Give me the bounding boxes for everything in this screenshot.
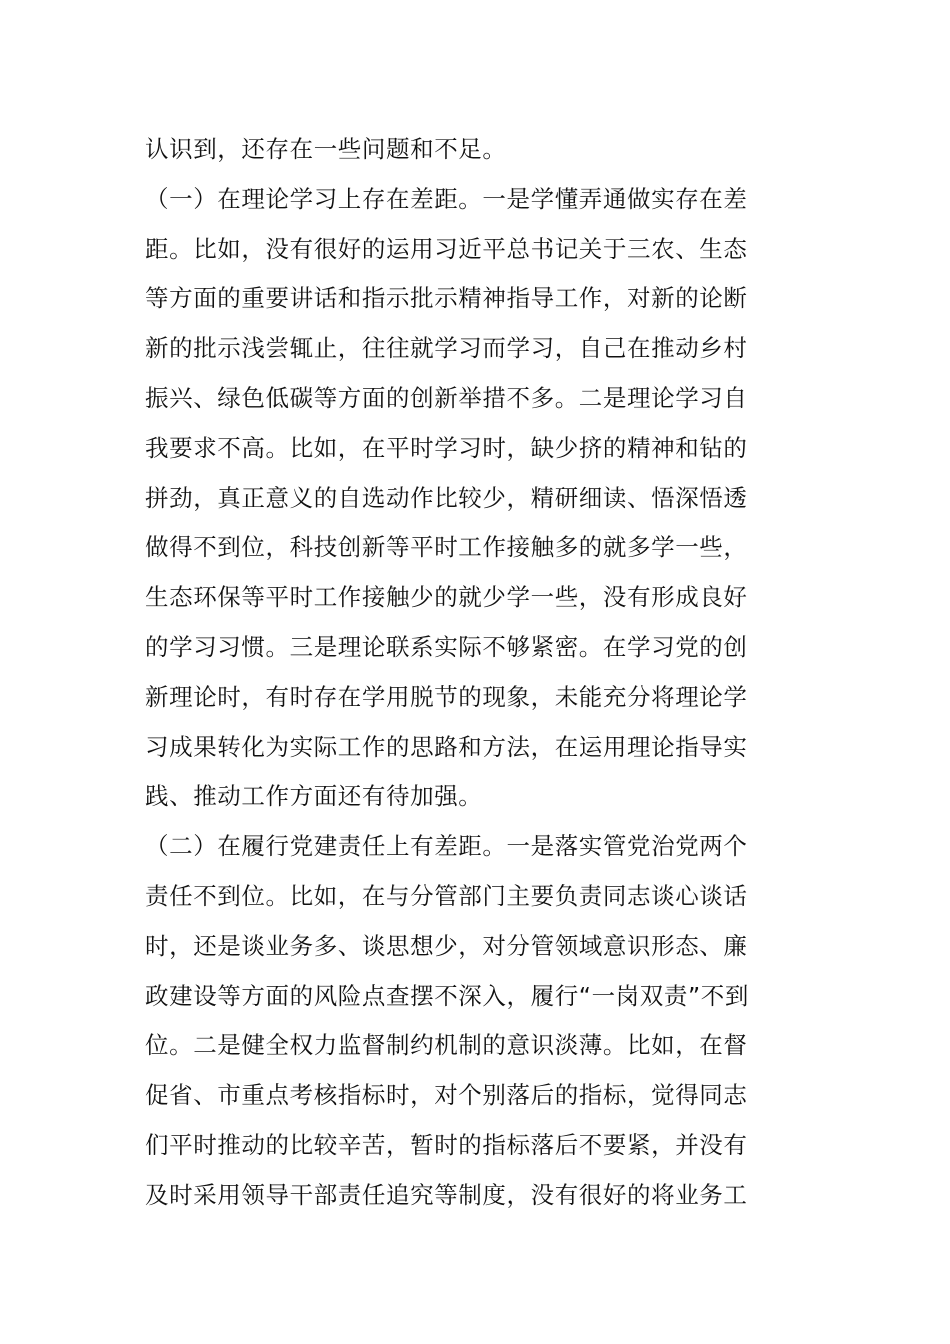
text-line: 等方面的重要讲话和指示批示精神指导工作，对新的论断 xyxy=(145,284,748,313)
text-line: 做得不到位，科技创新等平时工作接触多的就多学一些， xyxy=(145,533,748,562)
text-line: 生态环保等平时工作接触少的就少学一些，没有形成良好 xyxy=(145,583,748,612)
text-line: （二）在履行党建责任上有差距。一是落实管党治党两个 xyxy=(145,832,748,861)
text-line: 习成果转化为实际工作的思路和方法，在运用理论指导实 xyxy=(145,732,748,761)
text-line: 拼劲，真正意义的自选动作比较少，精研细读、悟深悟透 xyxy=(145,483,748,512)
text-line: 位。二是健全权力监督制约机制的意识淡薄。比如，在督 xyxy=(145,1031,748,1060)
text-line: 新理论时，有时存在学用脱节的现象，未能充分将理论学 xyxy=(145,682,748,711)
text-line: 距。比如，没有很好的运用习近平总书记关于三农、生态 xyxy=(145,234,748,263)
text-line: 们平时推动的比较辛苦，暂时的指标落后不要紧，并没有 xyxy=(145,1130,748,1159)
text-line: 的学习习惯。三是理论联系实际不够紧密。在学习党的创 xyxy=(145,632,748,661)
text-line: 及时采用领导干部责任追究等制度，没有很好的将业务工 xyxy=(145,1180,748,1209)
text-line: 振兴、绿色低碳等方面的创新举措不多。二是理论学习自 xyxy=(145,383,748,412)
text-line: 政建设等方面的风险点查摆不深入，履行“一岗双责”不到 xyxy=(145,981,749,1010)
text-line: 践、推动工作方面还有待加强。 xyxy=(145,782,483,811)
text-line: 认识到，还存在一些问题和不足。 xyxy=(145,135,507,163)
text-line: 新的批示浅尝辄止，往往就学习而学习，自己在推动乡村 xyxy=(145,334,748,363)
text-line: 责任不到位。比如，在与分管部门主要负责同志谈心谈话 xyxy=(145,881,748,910)
document-body xyxy=(145,125,810,1221)
text-line: 促省、市重点考核指标时，对个别落后的指标，觉得同志 xyxy=(145,1081,748,1110)
text-line: 我要求不高。比如，在平时学习时，缺少挤的精神和钻的 xyxy=(145,433,748,462)
text-line: （一）在理论学习上存在差距。一是学懂弄通做实存在差 xyxy=(145,184,748,213)
text-line: 时，还是谈业务多、谈思想少，对分管领域意识形态、廉 xyxy=(145,931,748,960)
